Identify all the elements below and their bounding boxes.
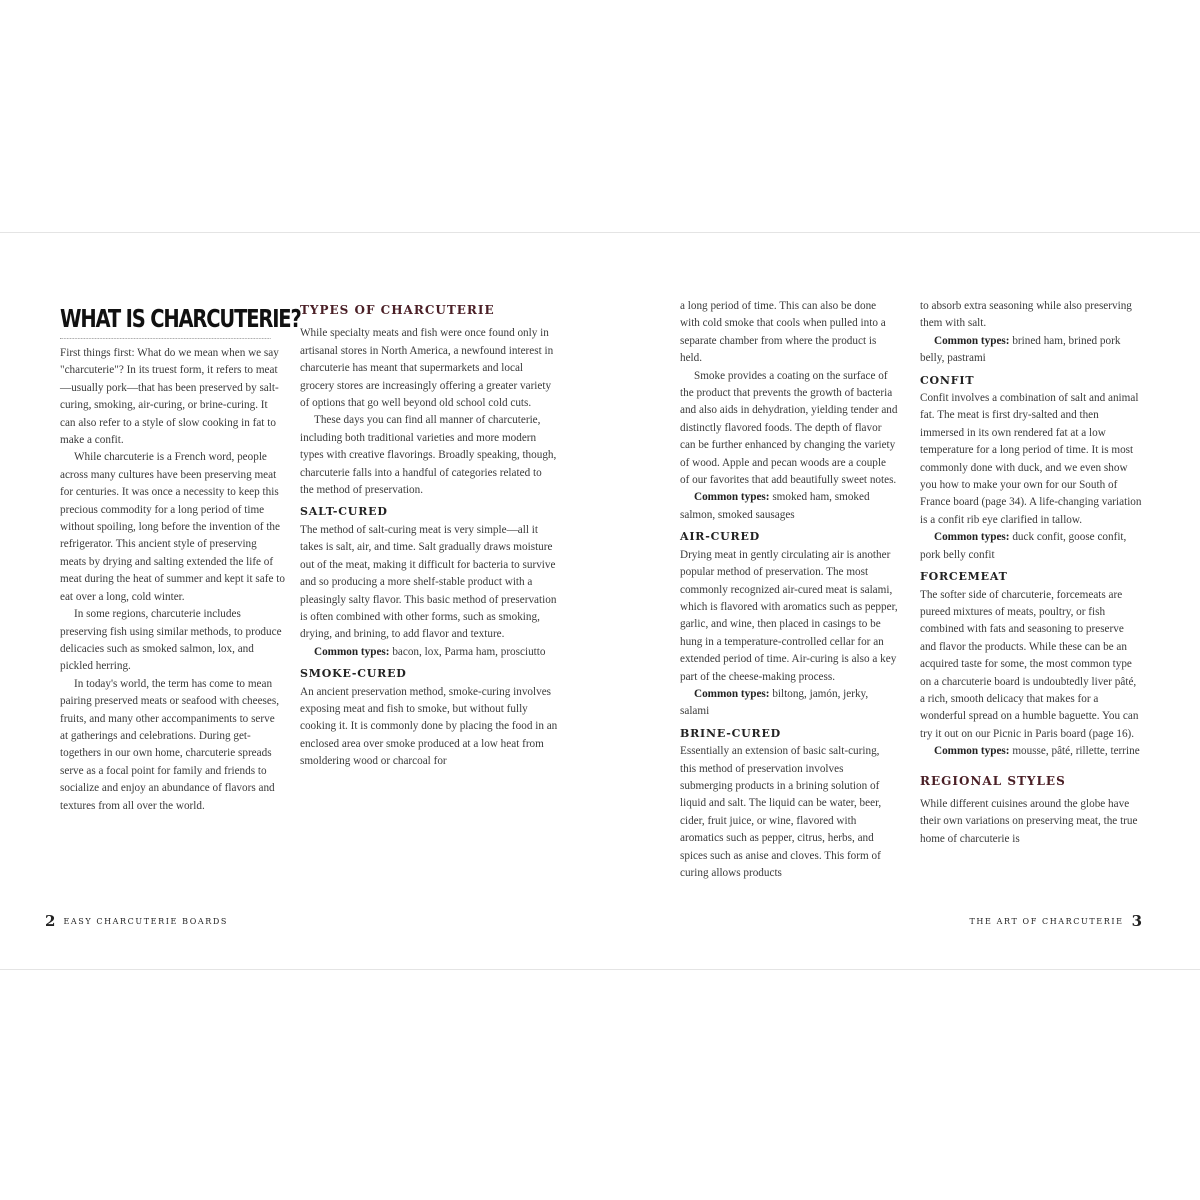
paragraph: In today's world, the term has come to mean pairing preserved meats or seafood with cheeses, fruits, and many other accompaniments to serve at gatherings and celebrations. During get-togethers in our own home, charcuterie spreads serve as a focal point for family and friends to socialize and enjoy an abundance of flavors and textures from all over the world. — [60, 677, 280, 812]
paragraph: Drying meat in gently circulating air is another popular method of preservation. The most commonly recognized air-cured meat is salami, which is flavored with aromatics such as pepper, garlic, and wine, then placed in casings to be hung in a temperature-controlled cellar for an extended period of time. Air-curing is also a key part of the cheese-making process. — [680, 548, 898, 683]
left-column-2 — [300, 300, 558, 771]
paragraph: The softer side of charcuterie, forcemeats are pureed mixtures of meats, poultry, or fish combined with fats and seasoning to preserve and flavor the products. While these can be an acquired taste for some, the most common type on a charcuterie board is undoubtedly liver pâté, a rich, smooth delicacy that makes for a wonderful spread on a humble baguette. You can try it out on our Picnic in Paris board (page 16). — [920, 588, 1139, 740]
paragraph: First things first: What do we mean when we say "charcuterie"? In its truest form, it refers to meat—usually pork—that has been preserved by salt-curing, smoking, air-curing, or brine-curing. It can also refer to a style of slow cooking in fat to make a confit. — [60, 347, 279, 447]
common-types-label: Common types: — [694, 491, 770, 504]
paragraph: Confit involves a combination of salt and animal fat. The meat is first dry-salted and then immersed in its own rendered fat at a low temperature for a long period of time. It is most commonly done with duck, and we even show you how to make your own for our South of France board (page 34). A life-changing variation is a confit rib eye clarified in tallow. — [920, 392, 1142, 526]
common-types-list: mousse, pâté, rillette, terrine — [1009, 745, 1140, 758]
common-types-list: duck confit, goose confit, pork belly confit — [920, 531, 1127, 561]
paragraph: Smoke provides a coating on the surface of the product that prevents the growth of bacteria and also aids in dehydration, yielding tender and distinctly flavored foods. The depth of flavor can be further enhanced by changing the variety of wood. Apple and pecan woods are a couple of our favorites that add beautifully sweet notes. — [680, 369, 898, 487]
running-footer: THE ART OF CHARCUTERIE — [969, 916, 1124, 926]
paragraph: The method of salt-curing meat is very simple—all it takes is salt, air, and time. Salt gradually draws moisture out of the meat, making it difficult for bacteria to survive and so producing a more shelf-stable product with a pleasingly salty flavor. This basic method of preservation is often combined with other forms, such as smoking, drying, and brining, to add flavor and texture. — [300, 523, 557, 641]
subheading-smoke-cured: SMOKE-CURED — [300, 667, 407, 681]
section-heading-regional: REGIONAL STYLES — [920, 773, 1066, 788]
paragraph: These days you can find all manner of charcuterie, including both traditional varieties and more modern types with creative flavorings. Broadly speaking, though, charcuterie falls into a handful of categories related to the method of preservation. — [300, 414, 557, 497]
folio-left — [45, 912, 228, 930]
subheading-brine-cured: BRINE-CURED — [680, 726, 782, 740]
common-types — [920, 743, 1142, 760]
common-types-label: Common types: — [314, 645, 390, 658]
paragraph: a long period of time. This can also be done with cold smoke that cools when pulled into a separate chamber from where the product is held. — [680, 300, 886, 365]
paragraph: to absorb extra seasoning while also preserving them with salt. — [920, 300, 1132, 330]
paragraph: In some regions, charcuterie includes preserving fish using similar methods, to produce delicacies such as smoked salmon, lox, and pickled herring. — [60, 608, 282, 673]
common-types — [680, 489, 898, 524]
common-types-label: Common types: — [934, 745, 1010, 758]
right-column-1 — [680, 298, 898, 882]
subheading-salt-cured: SALT-CURED — [300, 505, 388, 519]
common-types-list: brined ham, brined pork belly, pastrami — [920, 334, 1121, 365]
common-types — [920, 333, 1142, 368]
common-types — [680, 686, 898, 721]
paragraph: While different cuisines around the globe have their own variations on preserving meat, the true home of charcuterie is — [920, 797, 1138, 845]
common-types-list: smoked ham, smoked salmon, smoked sausages — [680, 491, 870, 521]
paragraph: An ancient preservation method, smoke-curing involves exposing meat and fish to smoke, but without fully cooking it. It is commonly done by placing the food in an enclosed area over smoke produced at a low heat from smoldering wood or charcoal for — [300, 685, 558, 768]
paragraph: While charcuterie is a French word, people across many cultures have been preserving meat for centuries. It was once a necessity to keep this precious commodity for a long period of time without spoiling, long before the invention of the refrigerator. This ancient style of preserving meats by drying and salting extended the life of meat during the heat of summer and kept it safe to eat over a long, cold winter. — [60, 451, 285, 603]
common-types-label: Common types: — [934, 334, 1010, 347]
folio-right — [970, 912, 1143, 930]
common-types-list: bacon, lox, Parma ham, prosciutto — [389, 645, 546, 658]
subheading-air-cured: AIR-CURED — [680, 530, 760, 544]
page-number: 2 — [45, 912, 56, 930]
running-footer: EASY CHARCUTERIE BOARDS — [63, 916, 228, 926]
common-types-list: biltong, jamón, jerky, salami — [680, 687, 869, 718]
subheading-forcemeat: FORCEMEAT — [920, 570, 1008, 584]
paragraph: While specialty meats and fish were once found only in artisanal stores in North America, a newfound interest in charcuterie has meant that supermarkets and local grocery stores are increasingly offering a greater variety of options that go well beyond old school cold cuts. — [300, 327, 554, 410]
left-column-1 — [60, 300, 301, 815]
paragraph: Essentially an extension of basic salt-curing, this method of preservation involves submerging products in a brining solution of liquid and salt. The liquid can be water, beer, cider, fruit juice, or wine, flavored with aromatics such as pepper, citrus, herbs, and spices such as anise and cloves. This form of curing allows products — [680, 745, 882, 879]
page-title: WHAT IS CHARCUTERIE? — [60, 300, 271, 339]
subheading-confit: CONFIT — [920, 373, 975, 387]
common-types — [920, 529, 1142, 564]
right-column-2 — [920, 298, 1142, 848]
section-heading-types: TYPES OF CHARCUTERIE — [300, 303, 495, 317]
page-number: 3 — [1131, 912, 1142, 930]
common-types-label: Common types: — [694, 687, 770, 700]
common-types — [300, 644, 558, 661]
common-types-label: Common types: — [934, 531, 1010, 544]
